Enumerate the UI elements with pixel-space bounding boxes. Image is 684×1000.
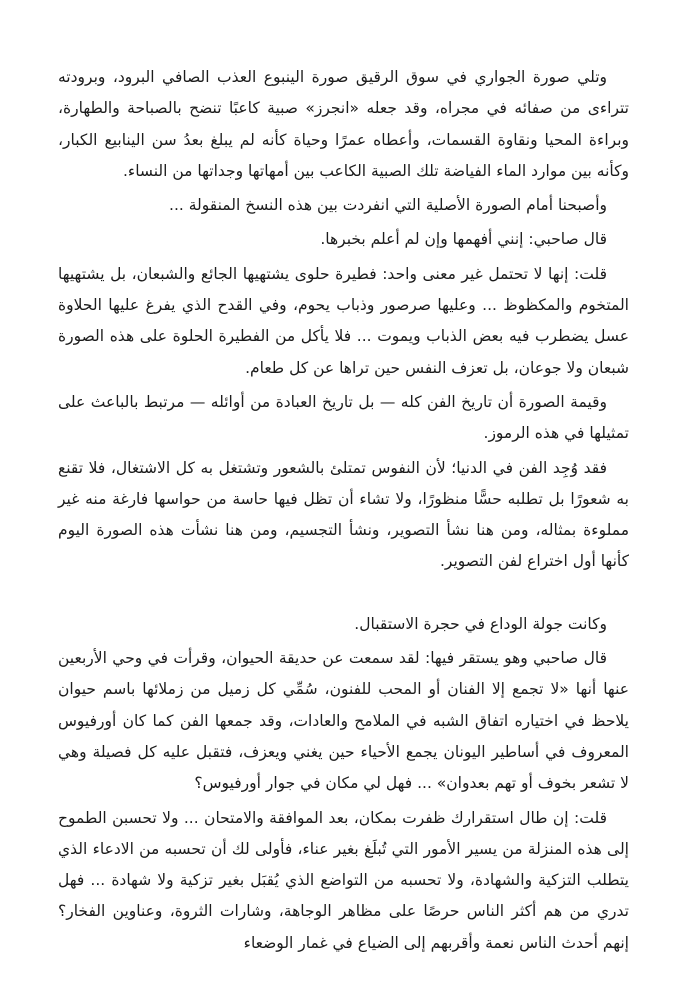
- paragraph-sweet-pie: قلت: إنها لا تحتمل غير معنى واحد: فطيرة حلوى يشتهيها الجائع والشبعان، بل يشتهيها المتخوم والمكظوظ ... وعليها صرصور وذباب يحوم، وفي القدح الذي يفرغ عليها الحلاوة عسل يضطرب فيه بعض الذباب ويموت ... فلا يأكل من الفطيرة الحلوة على هذه الصورة شبعان ولا جوعان، بل تعزف النفس حين تراها عن كل طعام.: [58, 264, 629, 377]
- paragraph-original-image: وأصبحنا أمام الصورة الأصلية التي انفردت بين هذه النسخ المنقولة ...: [169, 196, 607, 215]
- paragraph-companion-reply: قال صاحبي: إنني أفهمها وإن لم أعلم بخبرها.: [320, 230, 607, 249]
- paragraph-farewell-tour: وكانت جولة الوداع في حجرة الاستقبال.: [354, 614, 607, 633]
- paragraph-origin-of-art: فقد وُجِد الفن في الدنيا؛ لأن النفوس تمتلئ بالشعور وتشتغل به كل الاشتغال، فلا تقنع به شعورًا بل تطلبه حسًّا منظورًا، ولا تشاء أن تظل فيها حاسة من حواسها فارغة منه غير مملوءة بمثاله، ومن هنا نشأ التصوير، ونشأ التجسيم، ومن هنا نشأت هذه الصورة اليوم كأنها أول اختراع لفن التصوير.: [58, 458, 629, 571]
- paragraph-answer: قلت: إن طال استقرارك ظفرت بمكان، بعد الموافقة والامتحان ... ولا تحسبن الطموح إلى هذه المنزلة من يسير الأمور التي تُبلَغ بغير عناء، فأولى لك أن تحسبه من الادعاء الذي يتطلب التزكية والشهادة، ولا تحسبه من التواضع الذي يُقبَل بغير تزكية ولا شهادة ... فهل تدري من هم أكثر الناس حرصًا على مظاهر الوجاهة، وشارات الثروة، وعناوين الفخار؟ إنهم أحدث الناس نعمة وأقربهم إلى الضياع في غمار الوضعاء: [58, 808, 629, 952]
- paragraph-image-value: وقيمة الصورة أن تاريخ الفن كله — بل تاريخ العبادة من أوائله — مرتبط بالباعث على تمثيلها في هذه الرموز.: [58, 392, 629, 443]
- paragraph-zoo-question: قال صاحبي وهو يستقر فيها: لقد سمعت عن حديقة الحيوان، وقرأت في وحي الأربعين عنها أنها «لا تجمع إلا الفنان أو المحب للفنون، سُمِّي كل زميل من زملائها باسم حيوان يلاحظ في اختياره اتفاق الشبه في الملامح والعادات، وقد جمعها الفن كما كان أورفيوس المعروف في أساطير اليونان يجمع الأحياء حين يغني ويعزف، فتقبل عليه كل فصيلة وهي لا تشعر بخوف أو تهم بعدوان» ... فهل لي مكان في جوار أورفيوس؟: [58, 649, 629, 793]
- paragraph-spring-image: وتلي صورة الجواري في سوق الرقيق صورة الينبوع العذب الصافي البرود، وبرودته تتراءى من صفائه في مجراه، وقد جعله «انجرز» صبية كاعبًا تنضح بالصباحة والطهارة، وبراءة المحيا ونقاوة القسمات، وأعطاه عمرًا وحياة كأنه لم يبلغ بعدُ سن الينابيع الكبار، وكأنه بين موارد الماء الفياضة تلك الصبية الكاعب بين أمهاتها وجداتها من النساء.: [58, 68, 629, 180]
